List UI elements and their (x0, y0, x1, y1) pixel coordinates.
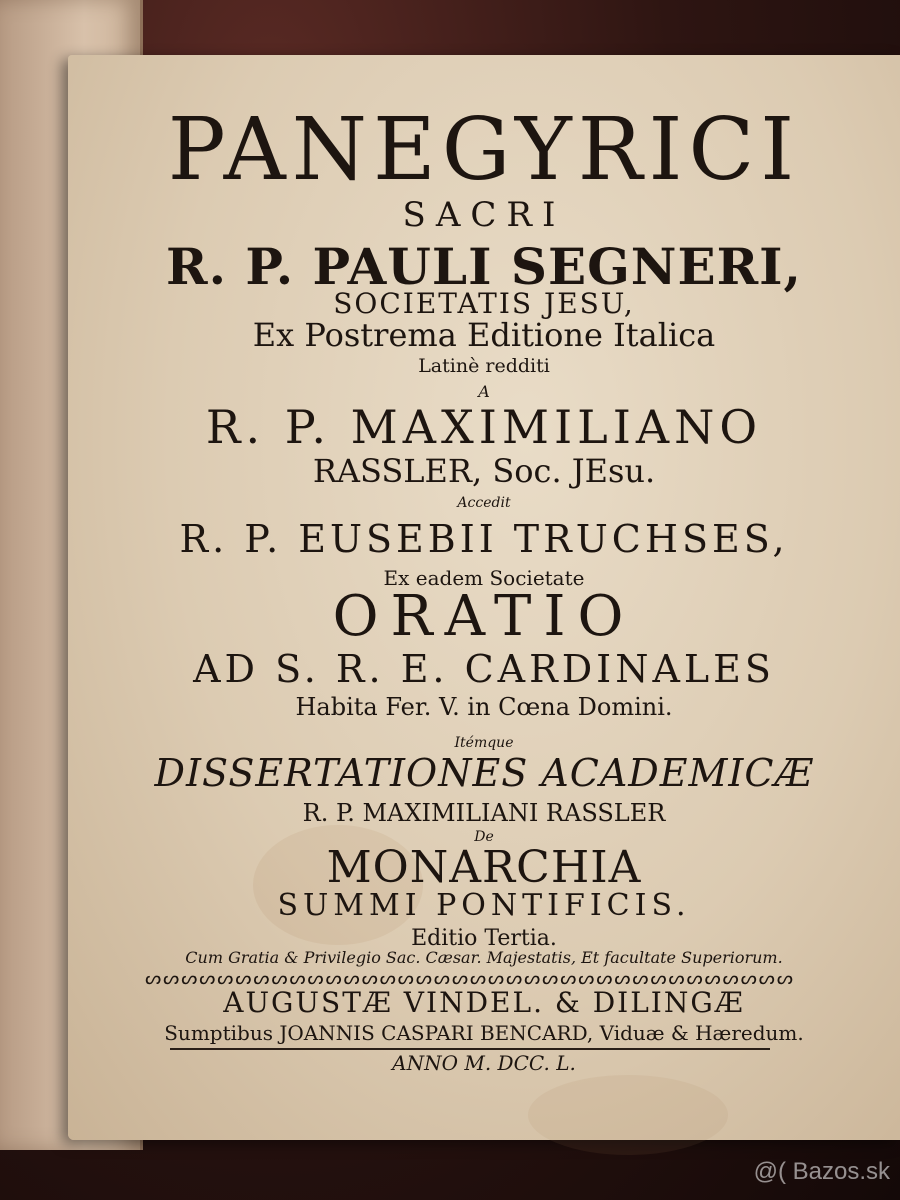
ex-eadem-line: Ex eadem Societate (383, 566, 585, 590)
accedit-line: Accedit (457, 495, 511, 511)
cardinales-line: AD S. R. E. CARDINALES (193, 647, 775, 691)
translator-line-2: RASSLER, Soc. JEsu. (312, 452, 656, 490)
imprint-year: ANNO M. DCC. L. (392, 1051, 576, 1075)
oratio-line: ORATIO (332, 584, 636, 649)
society-line: SOCIETATIS JESU, (333, 287, 635, 320)
privilege-line: Cum Gratia & Privilegio Sac. Cæsar. Majestatis, Et facultate Superiorum. (185, 948, 783, 967)
watermark-text: @( Bazos.sk (753, 1158, 890, 1185)
latine-line: Latinè redditi (418, 355, 550, 377)
eusebii-line: R. P. EUSEBII TRUCHSES, (179, 517, 789, 561)
summi-line: SUMMI PONTIFICIS. (277, 888, 691, 923)
maximiliani-line: R. P. MAXIMILIANI RASSLER (302, 799, 666, 827)
imprint-place: AUGUSTÆ VINDEL. & DILINGÆ (223, 986, 745, 1019)
monarchia-line: MONARCHIA (326, 842, 642, 893)
ornament-band: ᔕᔕᔕᔕᔕᔕᔕᔕᔕᔕᔕᔕᔕᔕᔕᔕᔕᔕᔕᔕᔕᔕᔕᔕᔕᔕᔕᔕᔕᔕᔕᔕᔕᔕᔕᔕ (145, 968, 795, 989)
a-line: A (478, 382, 490, 401)
edition-source: Ex Postrema Editione Italica (252, 316, 716, 354)
book-title: PANEGYRICI (167, 100, 801, 200)
subtitle-sacri: SACRI (402, 195, 566, 235)
de-line: De (474, 829, 494, 845)
editio-line: Editio Tertia. (411, 926, 557, 951)
habita-line: Habita Fer. V. in Cœna Domini. (295, 693, 673, 721)
page-stain (528, 1075, 728, 1155)
imprint-publisher: Sumptibus JOANNIS CASPARI BENCARD, Viduæ & Hæredum. (164, 1021, 804, 1045)
author-line: R. P. PAULI SEGNERI, (166, 237, 802, 296)
dissertationes-line: DISSERTATIONES ACADEMICÆ (154, 751, 814, 795)
itemque-line: Itémque (454, 735, 514, 751)
translator-line: R. P. MAXIMILIANO (205, 400, 763, 454)
